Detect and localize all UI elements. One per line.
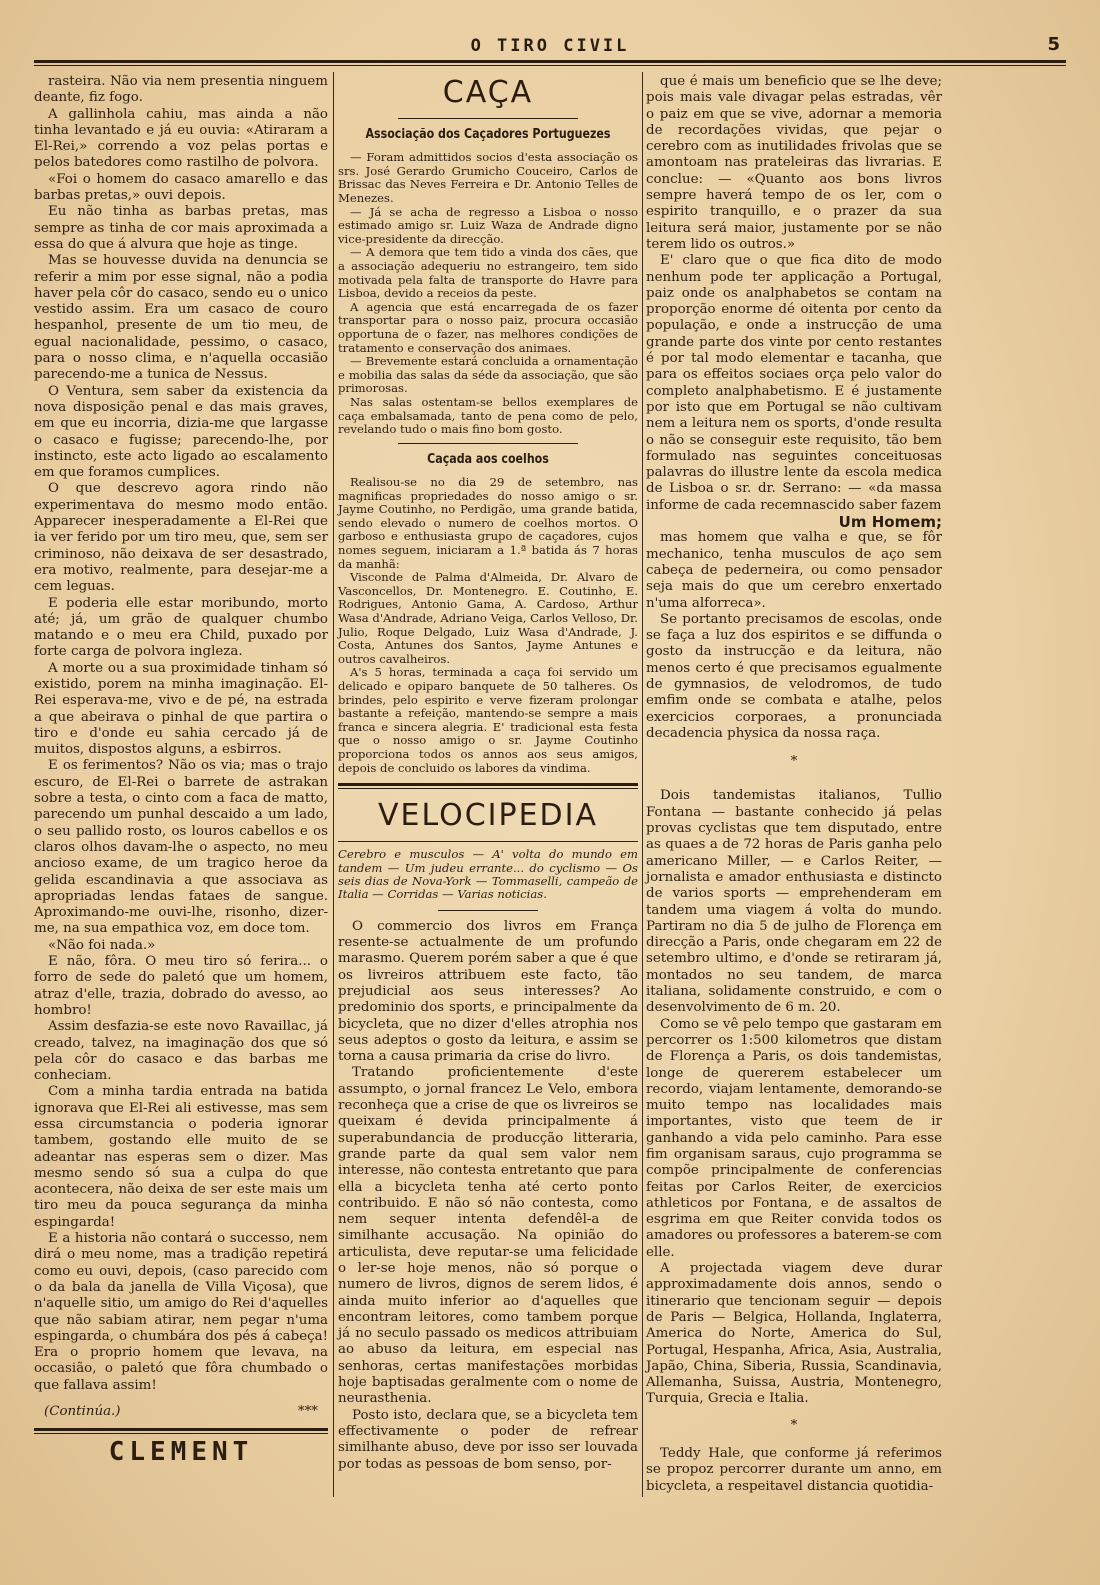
paragraph: Visconde de Palma d'Almeida, Dr. Alvaro de Vasconcellos, Dr. Montenegro. E. Coutinho, E. Rodrigues, Antonio Gama, A. Cardoso, Arthur Wasa d'Andrade, Adriano Veiga, Carlos Velloso, Dr. Julio, Roque Delgado, Luiz Wasa d'Andrade, J. Costa, Antunes dos Santos, Jayme Antunes e outros cavalheiros. (338, 570, 638, 666)
section-title-caca: CAÇA (442, 75, 534, 110)
paragraph: E não, fôra. O meu tiro só ferira... o forro de sede do paletó que um homem, atraz d'elle, trazia, dobrado do avesso, ao hombro! (34, 954, 328, 1018)
velocipedia-text (338, 919, 638, 1473)
column-1 (34, 74, 328, 1468)
continua-row (34, 1404, 328, 1420)
paragraph: E os ferimentos? Não os via; mas o trajo escuro, de El-Rei o barrete de astrakan sobre a testa, o cinto com a faca de matto, parecendo um punhal descaido a um lado, o seu pallido rosto, os louros cabellos e os claros olhos davam-lhe o aspecto, no meu ancioso exame, de um tragico heroe da gelida escandinavia a que associava as apropriadas lendas fataes de sangue. Aproximando-me ouvi-lhe, risonho, dizer-me, na sua empathica voz, em doce tom. (34, 758, 328, 937)
paragraph: «Não foi nada.» (48, 937, 156, 953)
clement-advertisement: CLEMENT (108, 1437, 254, 1468)
divider (338, 841, 638, 842)
column-2 (338, 74, 638, 1473)
paragraph: Posto isto, declara que, se a bicycleta tem effectivamente o poder de refrear similhante abuso, deve por isso ser louvada por todas as pessoas de bom senso, por- (338, 1407, 638, 1472)
paragraph: E' claro que o que fica dito de modo nenhum pode ter applicação a Portugal, paiz onde os analphabetos se contam na proporção enorme dé oitenta por cento da população, e onde a instrucção de uma grande parte dos vinte por cento restantes é por tal modo elementar e tacanha, que para os effeitos sociaes orça pelo valor do completo analphabetismo. E é justamente por isto que em Portugal se não cultivam nem a leitura nem os sports, d'onde resulta o não se conseguir este requisito, tão bem formulado nas seguintes conceituosas palavras do illustre lente da escola medica de Lisboa o sr. dr. Serrano: — «da massa informe de cada recemnascido saber fazem (646, 253, 942, 513)
paragraph: A projectada viagem deve durar approximadamente dois annos, sendo o itinerario que tencionam seguir — depois de Paris — Belgica, Hollanda, Inglaterra, America do Norte, America do Sul, Portugal, Hespanha, Africa, Asia, Australia, Japão, China, Siberia, Russia, Scandinavia, Allemanha, Suissa, Austria, Montenegro, Turquia, Grecia e Italia. (646, 1261, 942, 1407)
paragraph: Teddy Hale, que conforme já referimos se propoz percorrer durante um anno, em bicycleta, a respeitavel distancia quotidia- (646, 1446, 942, 1494)
paragraph: Assim desfazia-se este novo Ravaillac, já creado, talvez, na imaginação dos que só pela côr do casaco e das barbas me conheciam. (34, 1019, 328, 1084)
paragraph: Se portanto precisamos de escolas, onde se faça a luz dos espiritos e se diffunda o gosto da instrucção e da leitura, não menos certo é que precisamos egualmente de gymnasios, de velodromos, de tudo emfim onde se combata e atalhe, pelos exercicios corporaes, a pronunciada decadencia physica da nossa raça. (646, 611, 942, 741)
paragraph: A's 5 horas, terminada a caça foi servido um delicado e opiparo banquete de 50 talheres. Os brindes, pelo espirito e verve fizeram prolongar bastante a refeição, mantendo-se sempre a mais franca e sincera alegria. E' tradicional esta festa que o nosso amigo o sr. Jayme Coutinho proporciona todos os annos aos seus amigos, depois de concluido os labores da vindima. (338, 665, 638, 775)
paragraph: — Brevemente estará concluida a ornamentação e mobilia das salas da séde da associação, que são primorosas. (338, 354, 638, 396)
paragraph: E a historia não contará o successo, nem dirá o meu nome, mas a tradição repetirá como eu ouvi, depois, (caso parecido com o da bala da janella de Villa Viçosa), que n'aquelle sitio, um amigo do Rei d'aquelles que não sabiam atirar, nem pegar n'uma espingarda, o chumbára dos pés á cabeça! Era o proprio homem que levava, na occasião, o paletó que fôra chumbado o que fallava assim! (34, 1231, 328, 1393)
subheading-cacada: Caçada aos coelhos (427, 451, 549, 467)
subheading-associacao: Associação dos Caçadores Portuguezes (365, 127, 611, 142)
divider (438, 910, 538, 911)
paragraph: O commercio dos livros em França resente-se actualmente de um profundo marasmo. Querem porém saber a que é que os livreiros attribuem este facto, tão prejudicial aos seus interesses? Ao predominio dos sports, e principalmente da bicycleta, que no dizer d'elles atrophia nos seus adeptos o gosto da leitura, e assim se torna a causa primaria da crise do livro. (338, 918, 638, 1065)
divider (338, 783, 638, 789)
column-divider (642, 72, 643, 1497)
paragraph: E poderia elle estar moribundo, morto até; já, um grão de qualquer chumbo matando e o meu era Child, puxado por forte carga de polvora ingleza. (34, 595, 328, 660)
paragraph: Nas salas ostentam-se bellos exemplares de caça embalsamada, tanto de pena como de pelo, revelando tudo o mais fino bom gosto. (338, 394, 638, 437)
section-title-velocipedia: VELOCIPEDIA (377, 798, 599, 834)
paragraph: Como se vê pelo tempo que gastaram em percorrer os 1:500 kilometros que distam de Florença a Paris, os dois tandemistas, longe de quererem estabelecer um recordo, viajam lentamente, demorando-se muito tempo nas localidades mais importantes, visto que teem de ir ganhando a vida pelo caminho. Para esse fim organisam saraus, cujo programma se compõe principalmente de conferencias feitas por Carlos Reiter, de exercicios athleticos por Fontana, e de assaltos de esgrima em que Reiter convida todos os amadores ou professores a baterem-se com elle. (646, 1016, 942, 1260)
paragraph: O Ventura, sem saber da existencia da nova disposição penal e das mais graves, em que eu incorria, dizia-me que largasse o casaco e fugisse; parecendo-lhe, por instincto, este acto ligado ao escalamento em que foramos cumplices. (34, 383, 328, 481)
star-separator: * (790, 754, 798, 770)
paragraph: Realisou-se no dia 29 de setembro, nas magnificas propriedades do nosso amigo o sr. Jayme Coutinho, no Perdigão, uma grande batida, sendo elevado o numero de coelhos mortos. O garboso e enthusiasta grupo de caçadores, cujos nomes seguem, iniciaram a 1.ª batida ás 7 horas da manhã: (338, 475, 638, 571)
divider (398, 443, 578, 444)
paragraph: que é mais um beneficio que se lhe deve; pois mais vale divagar pelas estradas, vêr o paiz em que se vive, adornar a memoria de recordações vividas, que pejar o cerebro com as inutilidades frivolas que se amontoam nas prateleiras das livrarias. E conclue: — «Quanto aos bons livros sempre haverá tempo de os ler, com o espirito tranquillo, e o prazer da sua leitura será maior, justamente por se não terem lido os outros.» (646, 74, 942, 252)
story-text (34, 74, 328, 1394)
masthead: O TIRO CIVIL (470, 36, 630, 56)
divider (398, 118, 578, 119)
paragraph: Com a minha tardia entrada na batida ignorava que El-Rei ali estivesse, mas sem essa circumstancia o poderia ignorar tambem, gostando elle muito de se adeantar nas esperas sem o dizer. Mas mesmo sendo só sua a culpa do que acontecera, não deixa de ser este mais um tiro meu da pouca segurança da minha espingarda! (34, 1084, 328, 1230)
um-homem-emphasis: Um Homem; (838, 513, 942, 532)
page-header (34, 30, 1066, 64)
column-divider (333, 72, 334, 1497)
tandem-story-text (646, 788, 942, 1407)
paragraph: Tratando proficientemente d'este assumpto, o jornal francez Le Velo, embora reconheça que a crise de que os livreiros se queixam é devida principalmente á superabundancia de producção litteraria, grande parte da qual sem valor nem interesse, não contesta entretanto que para ella a bicycleta tenha até certo ponto contribuido. E não só não contesta, como nem sequer intenta defendêl-a de similhante accusação. Na opinião do articulista, deve reputar-se uma felicidade o ler-se hoje menos, não só porque o numero de livros, dignos de serem lidos, é ainda muito inferior ao d'aquelles que encontram leitores, como tambem porque já no seculo passado os medicos attribuiam ao abuso da leitura, em especial nas senhoras, certas manifestações morbidas hoje baptisadas geralmente com o nome de neurasthenia. (338, 1065, 638, 1407)
stars-ornament: *** (297, 1404, 318, 1420)
paragraph: A morte ou a sua proximidade tinham só existido, porem na minha imaginação. El-Rei esperava-me, vivo e de pé, na estrada a que abeirava o pinhal de que partira o tiro e d'onde eu sahia cercado já de muitos, dispostos alguns, a esbirros. (34, 660, 328, 758)
cacada-text (338, 476, 638, 775)
velocipedia-summary: Cerebro e musculos — A' volta do mundo em tandem — Um judeu errante... do cyclismo — Os seis dias de Nova-York — Tommaselli, campeão de Italia — Corridas — Varias noticias. (338, 847, 638, 902)
paragraph: rasteira. Não via nem presentia ninguem deante, fiz fogo. (34, 74, 328, 106)
paragraph: Dois tandemistas italianos, Tullio Fontana — bastante conhecido já pelas provas cyclistas que tem disputado, entre as quaes a de 72 horas de Paris ganha pelo americano Miller, — e Carlos Reiter, — jornalista e amador enthusiasta e distincto de varios sports — emprehenderam em tandem uma viagem á volta do mundo. Partiram no dia 5 de julho de Florença em direcção a Paris, onde chegaram em 22 de setembro ultimo, e d'onde se retiraram já, montados no seu tandem, de marca italiana, solidamente construido, e com o desenvolvimento de 6 m. 20. (646, 788, 942, 1016)
header-rule (34, 60, 1066, 66)
paragraph: Mas se houvesse duvida na denuncia se referir a mim por esse signal, não a podia haver pela côr do casaco, sendo eu o unico vestido assim. Era um casaco de couro hespanhol, presente de um tio meu, de egual nacionalidade, pessimo, o casaco, para o nosso clima, e n'aquella occasião parecendo-me a tunica de Nessus. (34, 253, 328, 383)
associacao-text (338, 151, 638, 436)
continua-label: (Continúa.) (44, 1404, 121, 1420)
teddy-hale-text (646, 1446, 942, 1495)
paragraph: mas homem que valha e que, se fôr mechanico, tenha musculos de aço sem cabeça de pederneira, ou como pensador seja mais do que um cerebro enxertado n'uma alforreca». (646, 530, 942, 611)
column-3 (646, 74, 942, 1495)
divider (34, 1428, 328, 1434)
velocipedia-continued-text (646, 74, 942, 742)
star-separator: * (790, 1417, 798, 1433)
paragraph: A gallinhola cahiu, mas ainda a não tinha levantado e já eu ouvia: «Atiraram a El-Rei,» correndo a voz pelas portas e pelos batedores como rastilho de polvora. (34, 106, 328, 171)
paragraph: O que descrevo agora rindo não experimentava do mesmo modo então. Apparecer inesperadamente a El-Rei que ia ver ferido por um tiro meu, que, sem ser criminoso, não deixava de ser desastrado, era motivo, realmente, para desejar-me a cem leguas. (34, 481, 328, 595)
paragraph: Eu não tinha as barbas pretas, mas sempre as tinha de cor mais aproximada a essa do que á alvura que hoje as tinge. (34, 204, 328, 252)
paragraph: — A demora que tem tido a vinda dos cães, que a associação adequeriu no estrangeiro, tem sido motivada pela falta de transporte do Havre para Lisboa, devido a receios da peste. (338, 245, 638, 301)
page-number: 5 (1047, 34, 1060, 55)
paragraph: — Foram admittidos socios d'esta associação os srs. José Gerardo Grumicho Couceiro, Carlos de Brissac das Neves Ferreira e Dr. Antonio Telles de Menezes. (338, 150, 638, 206)
paragraph: «Foi o homem do casaco amarello e das barbas pretas,» ouvi depois. (34, 171, 328, 204)
paragraph: — Já se acha de regresso a Lisboa o nosso estimado amigo sr. Luiz Waza de Andrade digno vice-presidente da direcção. (338, 204, 638, 246)
paragraph: A agencia que está encarregada de os fazer transportar para o nosso paiz, procura occasião opportuna de o fazer, nas melhores condições de tratamento e conservação dos animaes. (338, 299, 638, 355)
